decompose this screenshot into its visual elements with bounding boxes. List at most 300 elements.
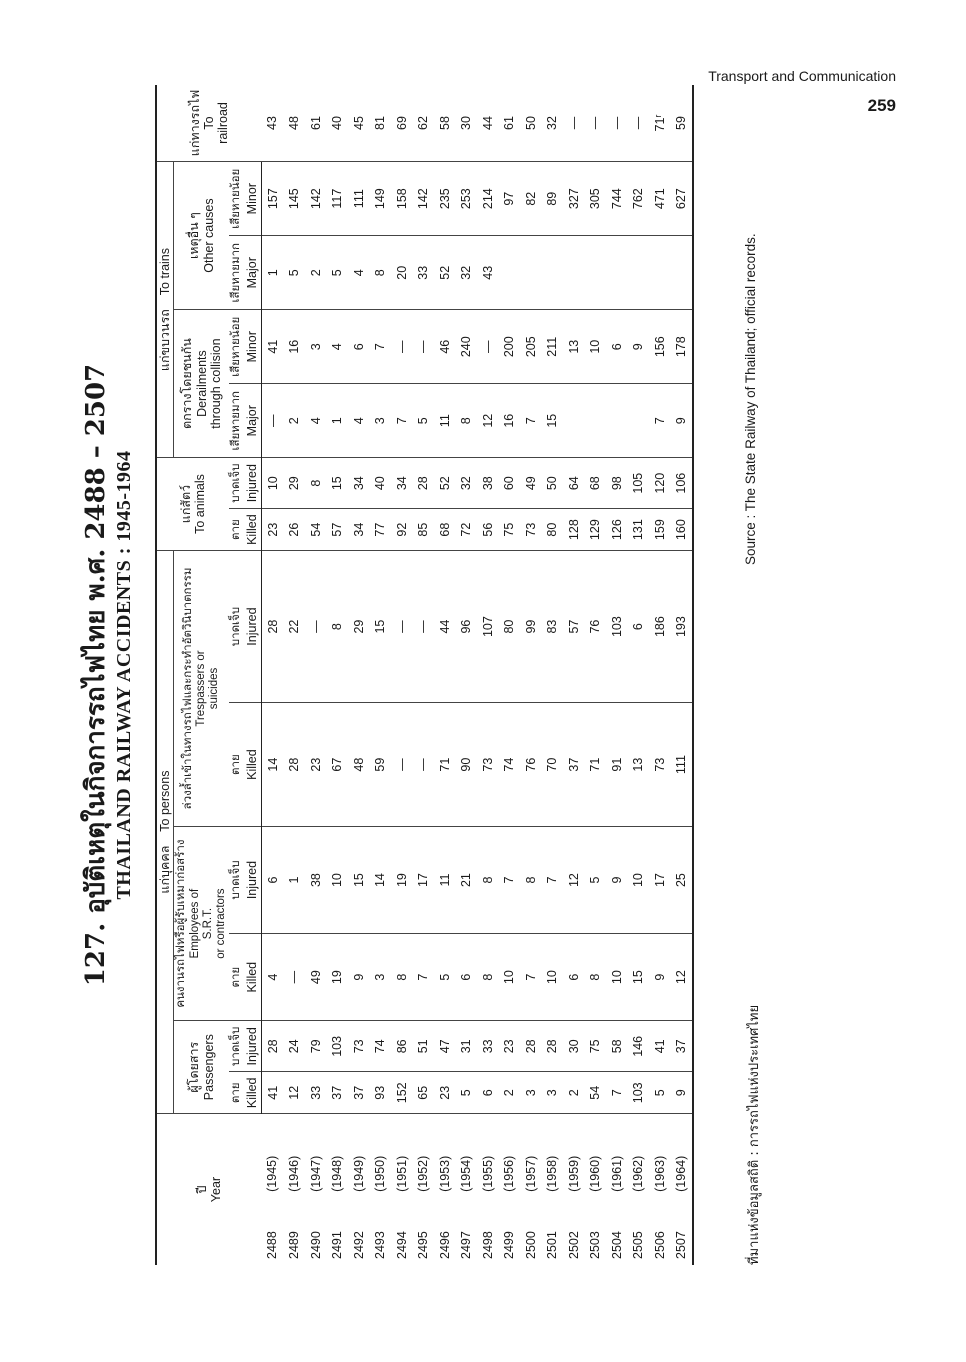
cell-passengers-killed: 2: [563, 1072, 585, 1114]
col-animals-killed-th: ตาย: [229, 509, 244, 551]
cell-passengers-killed: 3: [520, 1072, 542, 1114]
cell-employees-injured: 10: [627, 827, 649, 934]
cell-derail-major: [563, 384, 585, 458]
cell-passengers-injured: 47: [434, 1021, 456, 1072]
cell-railroad: 50: [520, 85, 542, 162]
cell-trespassers-injured: 28: [261, 550, 283, 702]
table-row: [498, 85, 520, 1265]
table-row: [455, 85, 477, 1265]
cell-animals-injured: 60: [498, 458, 520, 509]
cell-animals-injured: 50: [541, 458, 563, 509]
cell-derail-minor: —: [391, 310, 413, 384]
cell-passengers-killed: 12: [283, 1072, 305, 1114]
cell-animals-injured: 49: [520, 458, 542, 509]
cell-trespassers-injured: —: [305, 550, 327, 702]
cell-animals-injured: 40: [369, 458, 391, 509]
col-passengers-injured: Injured: [244, 1021, 261, 1072]
cell-year-be: 2493: [373, 1231, 388, 1259]
cell-other-minor: 82: [520, 162, 542, 236]
cell-animals-killed: 159: [649, 509, 671, 551]
col-passengers-killed-th: ตาย: [229, 1072, 244, 1114]
persons-group-header: [156, 550, 174, 1113]
col-derail-minor: Minor: [244, 310, 261, 384]
cell-employees-killed: 49: [305, 934, 327, 1021]
cell-year-ad: (1960): [588, 1155, 603, 1192]
cell-year-be: 2503: [588, 1231, 603, 1259]
cell-derail-major: 4: [348, 384, 370, 458]
cell-animals-killed: 75: [498, 509, 520, 551]
railroad-english-2: railroad: [216, 102, 231, 144]
cell-employees-injured: 9: [606, 827, 628, 934]
cell-railroad: 61: [305, 85, 327, 162]
cell-trespassers-killed: 73: [477, 703, 499, 827]
cell-year-be: 2488: [265, 1231, 280, 1259]
col-employees-killed: Killed: [244, 934, 261, 1021]
cell-employees-killed: 15: [627, 934, 649, 1021]
col-employees-killed-th: ตาย: [229, 934, 244, 1021]
cell-railroad: —: [627, 85, 649, 162]
cell-other-major: 33: [412, 236, 434, 310]
cell-employees-injured: 19: [391, 827, 413, 934]
cell-railroad: 43: [261, 85, 283, 162]
cell-employees-killed: 7: [520, 934, 542, 1021]
source-thai: ที่มาแห่งข้อมูลสถิติ : การรถไฟแห่งประเทศไทย: [747, 1004, 762, 1265]
cell-year-be: 2499: [502, 1231, 517, 1259]
cell-railroad: 71ʳ: [649, 85, 671, 162]
cell-derail-minor: 41: [261, 310, 283, 384]
cell-other-minor: 145: [283, 162, 305, 236]
other-causes-thai: เหตุอื่น ๆ: [187, 212, 202, 259]
cell-other-major: 32: [455, 236, 477, 310]
cell-railroad: 62: [412, 85, 434, 162]
cell-employees-injured: 8: [520, 827, 542, 934]
cell-animals-injured: 15: [326, 458, 348, 509]
cell-trespassers-injured: 83: [541, 550, 563, 702]
other-causes-header: [174, 162, 229, 310]
col-derail-major: Major: [244, 384, 261, 458]
cell-trespassers-killed: 71: [584, 703, 606, 827]
cell-trespassers-injured: 107: [477, 550, 499, 702]
table-title-english: THAILAND RAILWAY ACCIDENTS : 1945-1964: [113, 450, 135, 900]
cell-derail-major: 1: [326, 384, 348, 458]
section-title: Transport and Communication: [708, 68, 896, 84]
cell-year-ad: (1949): [351, 1155, 366, 1192]
cell-year-ad: (1947): [308, 1155, 323, 1192]
cell-year-be: 2504: [609, 1231, 624, 1259]
cell-railroad: —: [584, 85, 606, 162]
cell-employees-injured: 6: [261, 827, 283, 934]
cell-employees-killed: 8: [477, 934, 499, 1021]
cell-trespassers-killed: 48: [348, 703, 370, 827]
col-derail-minor-th: เสียหายน้อย: [229, 310, 244, 384]
cell-employees-injured: 21: [455, 827, 477, 934]
cell-employees-killed: 5: [434, 934, 456, 1021]
trespassers-header: [174, 550, 229, 826]
cell-animals-killed: 68: [434, 509, 456, 551]
table-row: [670, 85, 693, 1265]
cell-animals-killed: 34: [348, 509, 370, 551]
cell-railroad: 48: [283, 85, 305, 162]
cell-other-major: [563, 236, 585, 310]
cell-other-major: [627, 236, 649, 310]
cell-trespassers-injured: 103: [606, 550, 628, 702]
cell-animals-killed: 80: [541, 509, 563, 551]
cell-trespassers-killed: 59: [369, 703, 391, 827]
cell-other-minor: 471: [649, 162, 671, 236]
cell-passengers-killed: 93: [369, 1072, 391, 1114]
cell-employees-injured: 8: [477, 827, 499, 934]
cell-employees-killed: 6: [563, 934, 585, 1021]
cell-trespassers-injured: 8: [326, 550, 348, 702]
cell-employees-injured: 14: [369, 827, 391, 934]
col-animals-injured: Injured: [244, 458, 261, 509]
cell-railroad: —: [606, 85, 628, 162]
cell-other-major: 1: [261, 236, 283, 310]
cell-animals-injured: 32: [455, 458, 477, 509]
table-row: [649, 85, 671, 1265]
table-title-thai: 127. อุบัติเหตุในกิจการรถไฟไทย พ.ศ. 2488 – 2507: [81, 363, 111, 987]
cell-year-be: 2501: [545, 1231, 560, 1259]
cell-trespassers-injured: 186: [649, 550, 671, 702]
cell-trespassers-injured: 44: [434, 550, 456, 702]
col-animals-injured-th: บาดเจ็บ: [229, 458, 244, 509]
cell-passengers-injured: 86: [391, 1021, 413, 1072]
cell-year-be: 2500: [523, 1231, 538, 1259]
cell-passengers-injured: 41: [649, 1021, 671, 1072]
col-derail-major-th: เสียหายมาก: [229, 384, 244, 458]
cell-trespassers-killed: 67: [326, 703, 348, 827]
cell-trespassers-injured: 96: [455, 550, 477, 702]
cell-employees-killed: 9: [649, 934, 671, 1021]
cell-year-ad: (1950): [373, 1155, 388, 1192]
railroad-header: [156, 85, 261, 162]
cell-trespassers-injured: 76: [584, 550, 606, 702]
cell-year-ad: (1953): [437, 1155, 452, 1192]
col-trespassers-injured-th: บาดเจ็บ: [229, 550, 244, 702]
cell-animals-killed: 131: [627, 509, 649, 551]
cell-derail-minor: 211: [541, 310, 563, 384]
cell-trespassers-injured: 29: [348, 550, 370, 702]
cell-trespassers-killed: 111: [670, 703, 693, 827]
cell-animals-injured: 38: [477, 458, 499, 509]
derailments-english-2: through collision: [209, 338, 223, 429]
cell-railroad: 58: [434, 85, 456, 162]
cell-year-be: 2496: [437, 1231, 452, 1259]
cell-other-minor: 235: [434, 162, 456, 236]
cell-railroad: 61: [498, 85, 520, 162]
cell-other-major: [584, 236, 606, 310]
table-row: [283, 85, 305, 1265]
derailments-english-1: Derailments: [194, 350, 209, 417]
railroad-english-1: To: [201, 116, 216, 130]
cell-derail-minor: 9: [627, 310, 649, 384]
cell-passengers-injured: 31: [455, 1021, 477, 1072]
table-row: [348, 85, 370, 1265]
cell-passengers-injured: 28: [520, 1021, 542, 1072]
cell-employees-injured: 11: [434, 827, 456, 934]
table-row: [391, 85, 413, 1265]
cell-passengers-killed: 7: [606, 1072, 628, 1114]
col-other-major: Major: [244, 236, 261, 310]
cell-year-ad: (1963): [652, 1155, 667, 1192]
cell-derail-minor: 10: [584, 310, 606, 384]
cell-other-major: [606, 236, 628, 310]
cell-passengers-killed: 5: [455, 1072, 477, 1114]
cell-railroad: 40: [326, 85, 348, 162]
cell-animals-killed: 54: [305, 509, 327, 551]
cell-animals-injured: 34: [348, 458, 370, 509]
cell-passengers-injured: 58: [606, 1021, 628, 1072]
table-row: [434, 85, 456, 1265]
cell-other-minor: 214: [477, 162, 499, 236]
cell-year-ad: (1962): [631, 1155, 646, 1192]
cell-derail-minor: 240: [455, 310, 477, 384]
cell-derail-major: [606, 384, 628, 458]
cell-other-major: 4: [348, 236, 370, 310]
cell-animals-killed: 77: [369, 509, 391, 551]
cell-animals-injured: 68: [584, 458, 606, 509]
cell-trespassers-killed: 28: [283, 703, 305, 827]
cell-trespassers-killed: 23: [305, 703, 327, 827]
cell-passengers-killed: 9: [670, 1072, 693, 1114]
cell-animals-killed: 57: [326, 509, 348, 551]
cell-derail-major: 7: [649, 384, 671, 458]
cell-year-ad: (1945): [265, 1155, 280, 1192]
col-employees-injured-th: บาดเจ็บ: [229, 827, 244, 934]
table-row: [305, 85, 327, 1265]
cell-trespassers-killed: 91: [606, 703, 628, 827]
derailments-header: [174, 310, 229, 458]
cell-other-minor: 627: [670, 162, 693, 236]
cell-other-major: 2: [305, 236, 327, 310]
cell-year-ad: (1964): [670, 1114, 693, 1195]
cell-animals-killed: 56: [477, 509, 499, 551]
cell-passengers-injured: 75: [584, 1021, 606, 1072]
cell-trespassers-killed: —: [391, 703, 413, 827]
cell-employees-killed: 6: [455, 934, 477, 1021]
cell-derail-major: 2: [283, 384, 305, 458]
cell-other-major: 52: [434, 236, 456, 310]
cell-animals-injured: 34: [391, 458, 413, 509]
cell-year-ad: (1956): [502, 1155, 517, 1192]
cell-employees-injured: 15: [348, 827, 370, 934]
year-header: [156, 1114, 261, 1265]
cell-employees-killed: 4: [261, 934, 283, 1021]
employees-english-1: Employees of: [188, 888, 201, 959]
table-row: [369, 85, 391, 1265]
cell-year-ad: (1948): [330, 1155, 345, 1192]
cell-animals-killed: 26: [283, 509, 305, 551]
col-passengers-killed: Killed: [244, 1072, 261, 1114]
table-row: [412, 85, 434, 1265]
cell-year-be: 2507: [670, 1195, 693, 1265]
cell-trespassers-killed: 14: [261, 703, 283, 827]
cell-trespassers-killed: 37: [563, 703, 585, 827]
col-trespassers-killed-th: ตาย: [229, 703, 244, 827]
cell-other-major: [670, 236, 693, 310]
cell-derail-minor: —: [412, 310, 434, 384]
cell-derail-major: 9: [670, 384, 693, 458]
cell-other-major: 5: [283, 236, 305, 310]
cell-year-be: 2494: [394, 1231, 409, 1259]
cell-passengers-injured: 51: [412, 1021, 434, 1072]
cell-animals-killed: 85: [412, 509, 434, 551]
cell-derail-major: 4: [305, 384, 327, 458]
cell-passengers-killed: 37: [326, 1072, 348, 1114]
cell-passengers-killed: 41: [261, 1072, 283, 1114]
employees-english-2: S.R.T.: [201, 907, 214, 940]
cell-trespassers-injured: 80: [498, 550, 520, 702]
cell-passengers-killed: 152: [391, 1072, 413, 1114]
persons-english: To persons: [158, 770, 172, 832]
cell-other-minor: 327: [563, 162, 585, 236]
cell-derail-major: 7: [520, 384, 542, 458]
passengers-header: [174, 1021, 229, 1114]
employees-header: [174, 827, 229, 1021]
employees-thai: คนงานรถไฟหรือผู้รับเหมาก่อสร้าง: [175, 839, 188, 1008]
cell-other-minor: 744: [606, 162, 628, 236]
cell-derail-minor: 6: [348, 310, 370, 384]
cell-other-major: 5: [326, 236, 348, 310]
cell-employees-killed: 10: [606, 934, 628, 1021]
cell-employees-injured: 17: [412, 827, 434, 934]
cell-employees-killed: 7: [412, 934, 434, 1021]
cell-passengers-injured: 103: [326, 1021, 348, 1072]
cell-employees-injured: 7: [541, 827, 563, 934]
cell-year-be: 2490: [308, 1231, 323, 1259]
col-other-minor-th: เสียหายน้อย: [229, 162, 244, 236]
table-row: [520, 85, 542, 1265]
cell-other-minor: 762: [627, 162, 649, 236]
col-other-minor: Minor: [244, 162, 261, 236]
source-english: Source : The State Railway of Thailand; official records.: [743, 233, 758, 565]
cell-railroad: 69: [391, 85, 413, 162]
cell-animals-killed: 160: [670, 509, 693, 551]
cell-railroad: 32: [541, 85, 563, 162]
rotated-table-page: [75, 85, 775, 1265]
cell-passengers-injured: 28: [541, 1021, 563, 1072]
cell-other-major: 8: [369, 236, 391, 310]
cell-other-minor: 89: [541, 162, 563, 236]
cell-passengers-injured: 73: [348, 1021, 370, 1072]
col-passengers-injured-th: บาดเจ็บ: [229, 1021, 244, 1072]
cell-trespassers-killed: 70: [541, 703, 563, 827]
cell-year-be: 2505: [631, 1231, 646, 1259]
trespassers-english-2: suicides: [208, 667, 221, 710]
col-other-major-th: เสียหายมาก: [229, 236, 244, 310]
col-trespassers-killed: Killed: [244, 703, 261, 827]
cell-passengers-killed: 54: [584, 1072, 606, 1114]
cell-passengers-injured: 74: [369, 1021, 391, 1072]
cell-passengers-killed: 2: [498, 1072, 520, 1114]
cell-passengers-killed: 103: [627, 1072, 649, 1114]
cell-year-ad: (1957): [523, 1155, 538, 1192]
cell-year-be: 2497: [459, 1231, 474, 1259]
cell-employees-injured: 5: [584, 827, 606, 934]
cell-derail-minor: 16: [283, 310, 305, 384]
cell-animals-injured: 28: [412, 458, 434, 509]
cell-year-ad: (1955): [480, 1155, 495, 1192]
cell-derail-minor: 178: [670, 310, 693, 384]
cell-trespassers-injured: 193: [670, 550, 693, 702]
cell-trespassers-killed: 13: [627, 703, 649, 827]
cell-railroad: 45: [348, 85, 370, 162]
cell-animals-killed: 128: [563, 509, 585, 551]
cell-year-ad: (1951): [394, 1155, 409, 1192]
cell-other-major: [541, 236, 563, 310]
cell-animals-killed: 73: [520, 509, 542, 551]
cell-year-be: 2491: [330, 1231, 345, 1259]
cell-trespassers-injured: 22: [283, 550, 305, 702]
cell-other-minor: 142: [412, 162, 434, 236]
cell-trespassers-killed: 71: [434, 703, 456, 827]
cell-derail-major: 11: [434, 384, 456, 458]
cell-passengers-killed: 6: [477, 1072, 499, 1114]
cell-derail-minor: 3: [305, 310, 327, 384]
cell-derail-minor: 7: [369, 310, 391, 384]
animals-thai: แก่สัตว์: [178, 484, 193, 524]
table-row: [477, 85, 499, 1265]
cell-employees-killed: 8: [391, 934, 413, 1021]
table-row: [541, 85, 563, 1265]
cell-other-minor: 117: [326, 162, 348, 236]
cell-animals-injured: 64: [563, 458, 585, 509]
table-row: [606, 85, 628, 1265]
employees-english-3: or contractors: [215, 888, 228, 959]
cell-passengers-injured: 79: [305, 1021, 327, 1072]
col-employees-injured: Injured: [244, 827, 261, 934]
animals-header: [156, 458, 229, 551]
cell-animals-injured: 106: [670, 458, 693, 509]
cell-year-be: 2495: [416, 1231, 431, 1259]
col-trespassers-injured: Injured: [244, 550, 261, 702]
animals-english: To animals: [193, 474, 208, 534]
cell-passengers-injured: 24: [283, 1021, 305, 1072]
cell-derail-minor: 46: [434, 310, 456, 384]
cell-animals-injured: 105: [627, 458, 649, 509]
cell-other-minor: 97: [498, 162, 520, 236]
cell-derail-major: 15: [541, 384, 563, 458]
cell-railroad: 44: [477, 85, 499, 162]
cell-animals-injured: 8: [305, 458, 327, 509]
cell-trespassers-killed: 76: [520, 703, 542, 827]
cell-employees-injured: 1: [283, 827, 305, 934]
cell-derail-major: 5: [412, 384, 434, 458]
cell-other-minor: 305: [584, 162, 606, 236]
cell-other-minor: 142: [305, 162, 327, 236]
cell-animals-killed: 126: [606, 509, 628, 551]
cell-passengers-killed: 5: [649, 1072, 671, 1114]
cell-passengers-injured: 33: [477, 1021, 499, 1072]
cell-employees-killed: 10: [541, 934, 563, 1021]
cell-animals-injured: 52: [434, 458, 456, 509]
cell-year-be: 2492: [351, 1231, 366, 1259]
cell-trespassers-injured: 57: [563, 550, 585, 702]
cell-employees-injured: 10: [326, 827, 348, 934]
table-row: [563, 85, 585, 1265]
cell-derail-major: [627, 384, 649, 458]
cell-year-be: 2489: [287, 1231, 302, 1259]
cell-derail-major: 7: [391, 384, 413, 458]
cell-derail-minor: 6: [606, 310, 628, 384]
cell-trespassers-injured: —: [412, 550, 434, 702]
table-row: [326, 85, 348, 1265]
cell-trespassers-injured: —: [391, 550, 413, 702]
cell-employees-injured: 17: [649, 827, 671, 934]
cell-employees-injured: 25: [670, 827, 693, 934]
trains-group-header: [156, 162, 174, 458]
cell-other-minor: 149: [369, 162, 391, 236]
